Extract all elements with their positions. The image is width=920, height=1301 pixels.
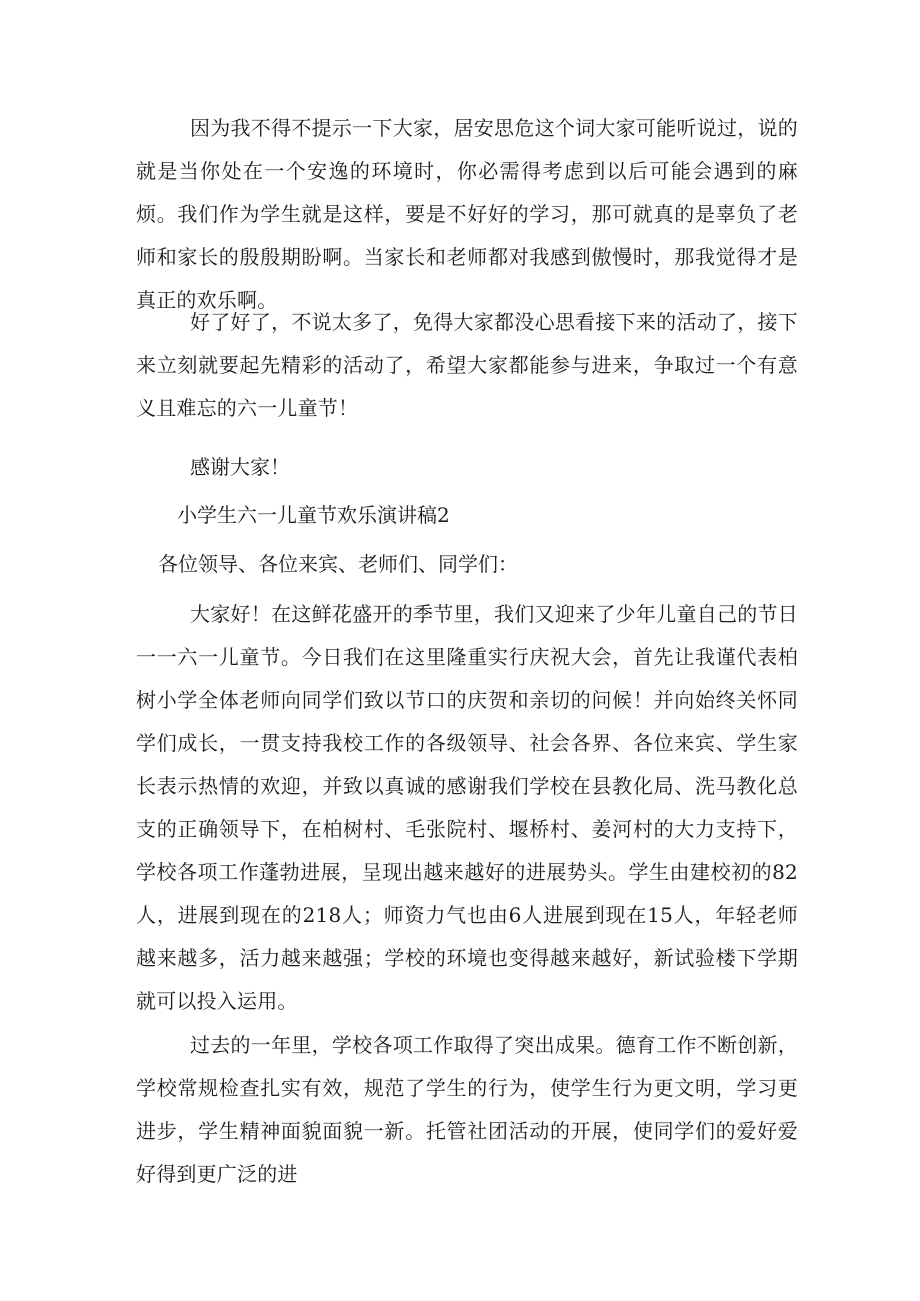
- paragraph-2: 好了好了，不说太多了，免得大家都没心思看接下来的活动了，接下来立刻就要起先精彩的活动了，希望大家都能参与进来，争取过一个有意义且难忘的六一儿童节！: [136, 310, 798, 420]
- paragraph-greeting: 大家好！在这鲜花盛开的季节里，我们又迎来了少年儿童自己的节日一一六一儿童节。今日我们在这里隆重实行庆祝大会，首先让我谨代表柏树小学全体老师向同学们致以节口的庆贺和亲切的问候！并向始终关怀同学们成长，一贯支持我校工作的各级领导、社会各界、各位来宾、学生家长表示热情的欢迎，并致以真诚的感谢我们学校在县教化局、洗马教化总支的正确领导下，在柏树村、毛张院村、堰桥村、姜河村的大力支持下，学校各项工作蓬勃进展，呈现出越来越好的进展势头。学生由建校初的82人，进展到现在的218人；师资力气也由6人进展到现在15人，年轻老师越来越多，活力越来越强；学校的环境也变得越来越好，新试验楼下学期就可以投入运用。: [136, 602, 798, 1013]
- paragraph-achievements: 过去的一年里，学校各项工作取得了突出成果。德育工作不断创新，学校常规检查扎实有效，规范了学生的行为，使学生行为更文明，学习更进步，学生精神面貌面貌一新。托管社团活动的开展，使同学们的爱好爱好得到更广泛的进: [136, 1033, 798, 1186]
- thanks-line: 感谢大家！: [190, 455, 290, 479]
- section-title: 小学生六一儿童节欢乐演讲稿2: [177, 503, 450, 527]
- paragraph-1: 因为我不得不提示一下大家，居安思危这个词大家可能听说过，说的就是当你处在一个安逸的环境时，你必需得考虑到以后可能会遇到的麻烦。我们作为学生就是这样，要是不好好的学习，那可就真的是辜负了老师和家长的殷殷期盼啊。当家长和老师都对我感到傲慢时，那我觉得才是真正的欢乐啊。: [136, 116, 798, 312]
- salutation: 各位领导、各位来宾、老师们、同学们：: [158, 552, 518, 576]
